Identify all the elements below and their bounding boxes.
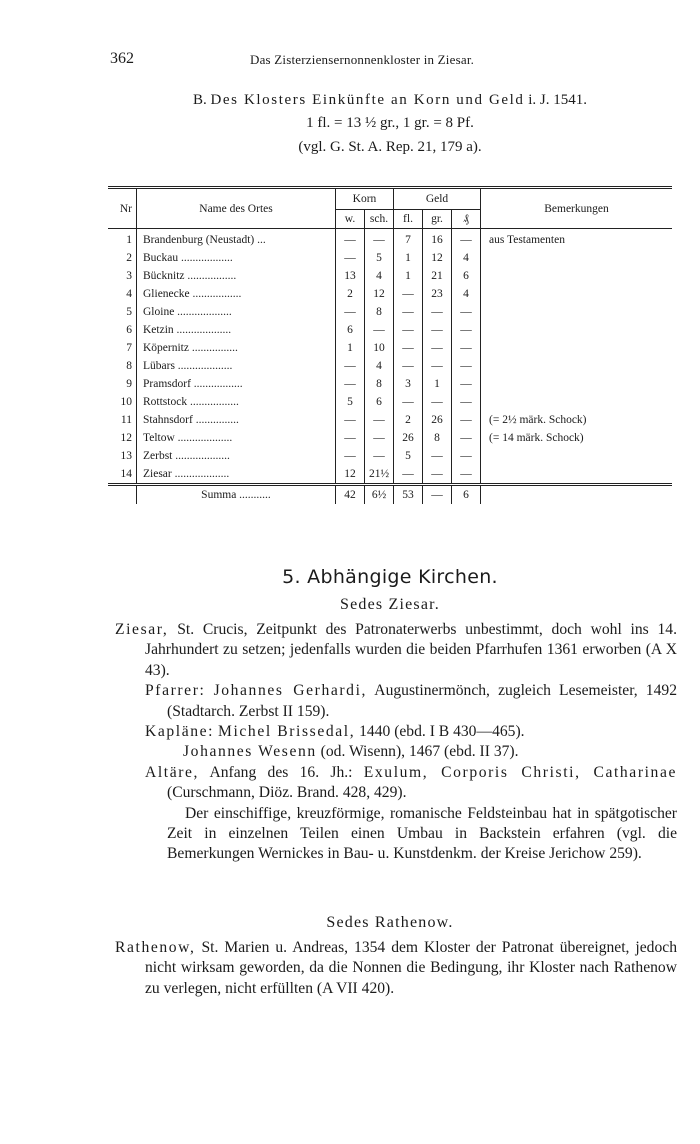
row-geld-pf: — [452, 429, 481, 447]
row-korn-sch: 5 [365, 249, 394, 267]
section-title-spaced: Des Klosters Einkünfte an Korn und Geld [210, 92, 525, 108]
building-paragraph: Der einschiffige, kreuzförmige, romanische Feldsteinbau hat in spätgotischer Zeit in einzelnen Teilen einen Umbau in Backstein erfahren (vgl. die Bemerkungen Wernickes in Bau- u. Kunstdenkm. der Kreise Jerichow 259). [167, 804, 677, 863]
row-geld-pf: — [452, 357, 481, 375]
header-remarks: Bemerkungen [481, 188, 673, 229]
row-geld-pf: 4 [452, 249, 481, 267]
row-korn-w: 6 [336, 321, 365, 339]
total-korn-sch: 6½ [365, 485, 394, 505]
row-korn-sch: 6 [365, 393, 394, 411]
row-geld-pf: 4 [452, 285, 481, 303]
page-number: 362 [110, 50, 134, 67]
table-row [108, 465, 672, 485]
total-nr-empty [108, 485, 137, 505]
row-nr: 12 [108, 429, 137, 447]
row-korn-w: — [336, 357, 365, 375]
table-row [108, 285, 672, 303]
kaplan-1-text: 1440 (ebd. I B 430—465). [355, 723, 525, 741]
row-geld-gr: — [423, 321, 452, 339]
row-place-name: Buckau .................. [137, 249, 336, 267]
row-geld-gr: 23 [423, 285, 452, 303]
row-nr: 14 [108, 465, 137, 485]
sedes-ziesar-heading: Sedes Ziesar. [339, 596, 441, 613]
row-place-name: Zerbst ................... [137, 447, 336, 465]
table-row [108, 339, 672, 357]
table-total-row [108, 485, 672, 505]
row-korn-sch: 4 [365, 267, 394, 285]
kaplaene-paragraph [115, 722, 677, 742]
total-geld-fl: 53 [394, 485, 423, 505]
row-geld-gr: — [423, 339, 452, 357]
row-nr: 4 [108, 285, 137, 303]
row-geld-pf: — [452, 303, 481, 321]
row-korn-w: — [336, 375, 365, 393]
entry-rathenow [115, 938, 677, 999]
table-row [108, 411, 672, 429]
pfarrer-name: Johannes Gerhardi, [213, 682, 368, 700]
table-row [108, 267, 672, 285]
header-nr: Nr [108, 188, 137, 229]
header-gr: gr. [423, 210, 452, 229]
row-nr: 2 [108, 249, 137, 267]
table-row [108, 249, 672, 267]
sedes-rathenow-heading: Sedes Rathenow. [326, 914, 454, 931]
row-geld-gr: 1 [423, 375, 452, 393]
row-korn-sch: — [365, 321, 394, 339]
kaplaene-label: Kapläne: [145, 723, 215, 741]
pfarrer-label: Pfarrer: [145, 682, 206, 700]
table-section-title [100, 92, 680, 109]
row-korn-sch: 21½ [365, 465, 394, 485]
row-korn-sch: — [365, 229, 394, 250]
row-korn-w: 12 [336, 465, 365, 485]
row-remark [481, 357, 673, 375]
row-geld-pf: — [452, 321, 481, 339]
row-geld-fl: — [394, 285, 423, 303]
kaplan-2-name: Johannes Wesenn [183, 743, 317, 761]
altaere-text-1: Anfang des 16. Jh.: [199, 763, 364, 781]
row-geld-pf: — [452, 375, 481, 393]
row-geld-fl: — [394, 321, 423, 339]
income-table-body [108, 229, 672, 505]
row-geld-fl: 1 [394, 267, 423, 285]
income-table [108, 186, 672, 504]
row-place-name: Stahnsdorf ............... [137, 411, 336, 429]
row-geld-fl: — [394, 339, 423, 357]
row-geld-gr: — [423, 393, 452, 411]
row-remark [481, 321, 673, 339]
row-korn-w: 5 [336, 393, 365, 411]
row-nr: 5 [108, 303, 137, 321]
header-geld: Geld [394, 188, 481, 210]
altaere-label: Altäre, [145, 763, 200, 781]
row-geld-fl: — [394, 303, 423, 321]
ziesar-lead-paragraph [115, 620, 677, 681]
row-nr: 3 [108, 267, 137, 285]
row-korn-sch: 10 [365, 339, 394, 357]
row-nr: 1 [108, 229, 137, 250]
row-remark [481, 249, 673, 267]
row-korn-w: 13 [336, 267, 365, 285]
row-remark [481, 267, 673, 285]
total-remark-empty [481, 485, 673, 505]
row-geld-pf: — [452, 393, 481, 411]
total-geld-pf: 6 [452, 485, 481, 505]
row-remark: aus Testamenten [489, 234, 565, 246]
row-korn-w: 2 [336, 285, 365, 303]
altaere-text-2: (Curschmann, Diöz. Brand. 428, 429). [167, 784, 407, 802]
row-geld-pf: — [452, 229, 481, 250]
table-row [108, 375, 672, 393]
row-geld-fl: 5 [394, 447, 423, 465]
table-row [108, 229, 672, 250]
row-place-name: Pramsdorf ................. [137, 375, 336, 393]
kaplan-1-name: Michel Brissedal, [218, 723, 356, 741]
currency-line: 1 fl. = 13 ½ gr., 1 gr. = 8 Pf. [306, 115, 474, 131]
altaere-paragraph [115, 763, 677, 804]
row-remark [481, 393, 673, 411]
row-remark [481, 285, 673, 303]
row-korn-w: — [336, 229, 365, 250]
kaplan-2-text: (od. Wisenn), 1467 (ebd. II 37). [316, 743, 519, 761]
row-place-name: Rottstock ................. [137, 393, 336, 411]
header-korn: Korn [336, 188, 394, 210]
row-geld-gr: — [423, 465, 452, 485]
row-korn-w: — [336, 249, 365, 267]
row-geld-gr: 21 [423, 267, 452, 285]
row-geld-fl: 7 [394, 229, 423, 250]
row-nr: 9 [108, 375, 137, 393]
altaere-spaced: Exulum, Corporis Christi, Catharinae [363, 763, 677, 781]
row-remark [481, 447, 673, 465]
header-sch: sch. [365, 210, 394, 229]
row-korn-sch: 8 [365, 303, 394, 321]
row-korn-sch: 4 [365, 357, 394, 375]
row-geld-pf: — [452, 339, 481, 357]
section-title-year: i. J. 1541. [528, 92, 588, 108]
table-row [108, 429, 672, 447]
ziesar-lemma: Ziesar, [115, 621, 169, 638]
table-row [108, 357, 672, 375]
total-geld-gr: — [423, 485, 452, 505]
row-korn-w: — [336, 447, 365, 465]
rathenow-paragraph [115, 938, 677, 999]
ziesar-lead-text: St. Crucis, Zeitpunkt des Patronaterwerbs unbestimmt, doch wohl ins 14. Jahrhundert zu setzen; jedenfalls wurden die beiden Pfarrhufen 1361 erworben (A X 43). [145, 621, 677, 679]
row-nr: 11 [108, 411, 137, 429]
row-korn-w: — [336, 303, 365, 321]
row-korn-sch: 12 [365, 285, 394, 303]
row-geld-gr: 8 [423, 429, 452, 447]
row-geld-gr: — [423, 357, 452, 375]
row-korn-w: 1 [336, 339, 365, 357]
row-korn-sch: — [365, 429, 394, 447]
row-korn-w: — [336, 411, 365, 429]
row-place-name: Gloine ................... [137, 303, 336, 321]
row-korn-sch: 8 [365, 375, 394, 393]
pfarrer-text: Augustinermönch, zugleich Lesemeister, 1492 (Stadtarch. Zerbst II 159). [167, 682, 677, 720]
row-remark [481, 339, 673, 357]
row-remark [481, 465, 673, 485]
row-korn-w: — [336, 429, 365, 447]
row-nr: 6 [108, 321, 137, 339]
entry-ziesar [115, 620, 677, 865]
running-head [110, 50, 670, 70]
row-nr: 8 [108, 357, 137, 375]
table-row [108, 393, 672, 411]
row-place-name: Bücknitz ................. [137, 267, 336, 285]
row-korn-sch: — [365, 447, 394, 465]
row-geld-fl: — [394, 393, 423, 411]
row-remark: (= 2½ märk. Schock) [489, 414, 587, 426]
header-fl: fl. [394, 210, 423, 229]
table-row [108, 447, 672, 465]
row-place-name: Teltow ................... [137, 429, 336, 447]
section-label: B. [192, 92, 207, 108]
kaplan-2-paragraph [115, 742, 677, 762]
row-remark: (= 14 märk. Schock) [489, 432, 584, 444]
row-nr: 7 [108, 339, 137, 357]
row-geld-pf: 6 [452, 267, 481, 285]
rathenow-text: St. Marien u. Andreas, 1354 dem Kloster der Patronat übereignet, jedoch nicht wirksam geworden, da die Nonnen die Bedingung, ihr Kloster nach Rathenow zu verlegen, nicht erfüllten (A VII 420). [145, 939, 677, 997]
row-place-name: Lübars ................... [137, 357, 336, 375]
table-reference: (vgl. G. St. A. Rep. 21, 179 a). [298, 139, 482, 155]
header-pf: ₰ [452, 210, 481, 229]
row-place-name: Ziesar ................... [137, 465, 336, 485]
row-geld-gr: 12 [423, 249, 452, 267]
row-geld-pf: — [452, 447, 481, 465]
row-place-name: Brandenburg (Neustadt) ... [137, 229, 336, 250]
row-place-name: Glienecke ................. [137, 285, 336, 303]
chapter-title: 5. Abhängige Kirchen. [282, 566, 498, 588]
row-geld-fl: — [394, 465, 423, 485]
rathenow-lemma: Rathenow, [115, 939, 196, 956]
row-geld-fl: 2 [394, 411, 423, 429]
row-geld-fl: 26 [394, 429, 423, 447]
row-geld-fl: 3 [394, 375, 423, 393]
table-row [108, 321, 672, 339]
row-geld-fl: 1 [394, 249, 423, 267]
row-nr: 13 [108, 447, 137, 465]
row-geld-gr: 16 [423, 229, 452, 250]
total-label: Summa ........... [137, 485, 336, 505]
pfarrer-paragraph [115, 681, 677, 722]
row-geld-gr: — [423, 303, 452, 321]
row-geld-gr: 26 [423, 411, 452, 429]
row-geld-gr: — [423, 447, 452, 465]
row-geld-fl: — [394, 357, 423, 375]
row-remark [481, 303, 673, 321]
row-remark [481, 375, 673, 393]
row-place-name: Ketzin ................... [137, 321, 336, 339]
row-korn-sch: — [365, 411, 394, 429]
header-name: Name des Ortes [137, 188, 336, 229]
row-geld-pf: — [452, 465, 481, 485]
row-nr: 10 [108, 393, 137, 411]
row-place-name: Köpernitz ................ [137, 339, 336, 357]
running-title: Das Zisterziensernonnenkloster in Ziesar. [250, 52, 475, 67]
row-geld-pf: — [452, 411, 481, 429]
total-korn-w: 42 [336, 485, 365, 505]
table-row [108, 303, 672, 321]
header-w: w. [336, 210, 365, 229]
